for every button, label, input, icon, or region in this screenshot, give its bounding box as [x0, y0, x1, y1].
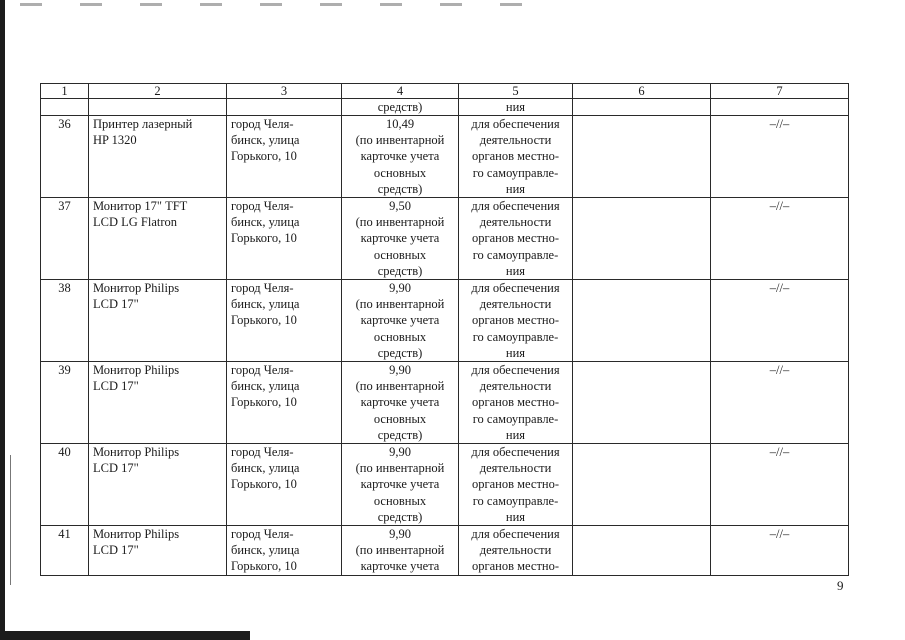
item-value — [342, 198, 459, 280]
item-ditto: –//– — [711, 526, 849, 576]
row-number: 36 — [41, 116, 89, 198]
item-value — [342, 526, 459, 576]
item-purpose-line: го самоуправле- — [472, 247, 559, 262]
item-value-line: 9,90 — [389, 363, 411, 378]
item-value-line: средств) — [377, 345, 423, 360]
row-number: 41 — [41, 526, 89, 576]
item-value-line: основных — [373, 493, 427, 508]
item-name-line: Монитор Philips — [93, 445, 180, 460]
item-col6 — [573, 444, 711, 526]
item-value-line: основных — [373, 411, 427, 426]
item-purpose-line: для обеспечения — [471, 445, 560, 460]
item-name-line: LCD 17" — [93, 379, 139, 394]
table-row — [41, 362, 849, 444]
item-purpose-line: ния — [505, 427, 526, 442]
item-purpose — [459, 362, 573, 444]
item-value-line: средств) — [377, 509, 423, 524]
continuation-row — [41, 99, 849, 116]
item-value-line: (по инвентарной — [355, 297, 445, 312]
item-value — [342, 280, 459, 362]
item-purpose-line: ния — [505, 345, 526, 360]
item-name-line: LCD LG Flatron — [93, 215, 178, 230]
item-address — [227, 116, 342, 198]
item-value-line: (по инвентарной — [355, 379, 445, 394]
item-address-line: город Челя- — [231, 117, 294, 131]
item-value-line: (по инвентарной — [355, 543, 445, 558]
item-purpose-line: ния — [505, 509, 526, 524]
item-value-line: основных — [373, 329, 427, 344]
cell-empty — [89, 99, 227, 116]
cell-empty — [573, 99, 711, 116]
item-address-line: бинск, улица — [231, 297, 300, 312]
item-purpose-line: го самоуправле- — [472, 493, 559, 508]
item-col6 — [573, 362, 711, 444]
item-ditto: –//– — [711, 444, 849, 526]
item-name-line: Монитор Philips — [93, 281, 180, 296]
column-number: 7 — [711, 84, 849, 99]
item-purpose — [459, 198, 573, 280]
scan-edge-bottom — [0, 631, 250, 640]
item-name — [89, 198, 227, 280]
item-address-line: Горького, 10 — [231, 559, 297, 574]
item-name — [89, 280, 227, 362]
item-purpose-line: органов местно- — [471, 559, 560, 574]
item-purpose-line: органов местно- — [471, 313, 560, 328]
item-ditto: –//– — [711, 362, 849, 444]
table-row — [41, 280, 849, 362]
item-address-line: Горького, 10 — [231, 313, 297, 328]
row-number: 39 — [41, 362, 89, 444]
item-value-line: (по инвентарной — [355, 215, 445, 230]
item-purpose-line: деятельности — [479, 133, 552, 148]
item-purpose-line: деятельности — [479, 461, 552, 476]
item-value-line: 9,90 — [389, 445, 411, 460]
item-purpose-line: деятельности — [479, 297, 552, 312]
item-value-line: средств) — [377, 427, 423, 442]
item-purpose-line: го самоуправле- — [472, 165, 559, 180]
item-purpose-line: ния — [505, 263, 526, 278]
column-number: 4 — [342, 84, 459, 99]
item-value-line: основных — [373, 247, 427, 262]
item-purpose-line: для обеспечения — [471, 199, 560, 214]
item-ditto: –//– — [711, 280, 849, 362]
item-value-line: (по инвентарной — [355, 461, 445, 476]
item-name-line: HP 1320 — [93, 133, 137, 148]
item-address — [227, 444, 342, 526]
item-address-line: город Челя- — [231, 527, 294, 542]
item-address-line: бинск, улица — [231, 133, 300, 148]
table-row — [41, 444, 849, 526]
row-number: 37 — [41, 198, 89, 280]
cell-empty — [227, 99, 342, 116]
item-name — [89, 116, 227, 198]
item-address — [227, 526, 342, 576]
item-purpose-line: органов местно- — [471, 149, 560, 164]
item-address-line: город Челя- — [231, 281, 294, 296]
item-address-line: Горького, 10 — [231, 231, 297, 246]
item-col6 — [573, 116, 711, 198]
item-ditto: –//– — [711, 116, 849, 198]
item-purpose — [459, 280, 573, 362]
item-value-line: (по инвентарной — [355, 133, 445, 148]
item-name-line: Монитор 17" TFT — [93, 199, 188, 214]
column-number: 1 — [41, 84, 89, 99]
item-purpose-line: для обеспечения — [471, 363, 560, 378]
item-value-line: средств) — [377, 181, 423, 196]
item-address-line: бинск, улица — [231, 215, 300, 230]
item-address — [227, 362, 342, 444]
item-address — [227, 280, 342, 362]
item-value-line: карточке учета — [360, 231, 440, 246]
item-name — [89, 444, 227, 526]
inventory-table — [40, 83, 849, 576]
scan-edge-left — [0, 0, 5, 640]
item-value-line: основных — [373, 165, 427, 180]
item-address-line: город Челя- — [231, 445, 294, 460]
item-purpose-line: деятельности — [479, 215, 552, 230]
column-number: 2 — [89, 84, 227, 99]
item-value-line: средств) — [377, 263, 423, 278]
item-col6 — [573, 198, 711, 280]
item-name-line: Монитор Philips — [93, 527, 180, 542]
table-row — [41, 526, 849, 576]
column-number: 5 — [459, 84, 573, 99]
item-purpose — [459, 116, 573, 198]
row-number: 40 — [41, 444, 89, 526]
item-address-line: Горького, 10 — [231, 395, 297, 410]
item-purpose-line: для обеспечения — [471, 281, 560, 296]
item-value-line: карточке учета — [360, 149, 440, 164]
continuation-purpose-text: ния — [459, 99, 573, 116]
item-value — [342, 116, 459, 198]
item-purpose-line: органов местно- — [471, 477, 560, 492]
item-name-line: Принтер лазерный — [93, 117, 193, 131]
item-value-line: карточке учета — [360, 559, 440, 574]
item-name — [89, 362, 227, 444]
page-number: 9 — [837, 578, 844, 593]
item-purpose — [459, 444, 573, 526]
scan-artifact-line — [10, 455, 11, 585]
item-value-line: 9,50 — [389, 199, 411, 214]
item-value-line: карточке учета — [360, 477, 440, 492]
item-value-line: карточке учета — [360, 313, 440, 328]
item-name-line: Монитор Philips — [93, 363, 180, 378]
table-row — [41, 198, 849, 280]
cell-empty — [41, 99, 89, 116]
item-purpose — [459, 526, 573, 576]
item-address-line: город Челя- — [231, 199, 294, 214]
continuation-value-text: средств) — [342, 99, 459, 116]
item-ditto: –//– — [711, 198, 849, 280]
item-purpose-line: ния — [505, 181, 526, 196]
item-purpose-line: деятельности — [479, 379, 552, 394]
scan-top-marks — [20, 3, 540, 6]
item-address — [227, 198, 342, 280]
column-number: 6 — [573, 84, 711, 99]
item-name-line: LCD 17" — [93, 297, 139, 312]
column-number: 3 — [227, 84, 342, 99]
item-address-line: бинск, улица — [231, 379, 300, 394]
item-value-line: 9,90 — [389, 527, 411, 542]
item-col6 — [573, 280, 711, 362]
item-name-line: LCD 17" — [93, 543, 139, 558]
item-value-line: карточке учета — [360, 395, 440, 410]
item-value-line: 9,90 — [389, 281, 411, 296]
item-address-line: Горького, 10 — [231, 149, 297, 164]
item-address-line: Горького, 10 — [231, 477, 297, 492]
item-value-line: 10,49 — [385, 117, 415, 131]
cell-empty — [711, 99, 849, 116]
item-purpose-line: для обеспечения — [471, 117, 560, 131]
item-value — [342, 444, 459, 526]
item-address-line: бинск, улица — [231, 543, 300, 558]
row-number: 38 — [41, 280, 89, 362]
item-address-line: город Челя- — [231, 363, 294, 378]
item-name-line: LCD 17" — [93, 461, 139, 476]
item-address-line: бинск, улица — [231, 461, 300, 476]
item-purpose-line: для обеспечения — [471, 527, 560, 542]
table-row — [41, 116, 849, 198]
column-number-row — [41, 84, 849, 99]
item-purpose-line: деятельности — [479, 543, 552, 558]
item-col6 — [573, 526, 711, 576]
item-name — [89, 526, 227, 576]
item-purpose-line: го самоуправле- — [472, 329, 559, 344]
item-value — [342, 362, 459, 444]
item-purpose-line: органов местно- — [471, 395, 560, 410]
item-purpose-line: органов местно- — [471, 231, 560, 246]
item-purpose-line: го самоуправле- — [472, 411, 559, 426]
